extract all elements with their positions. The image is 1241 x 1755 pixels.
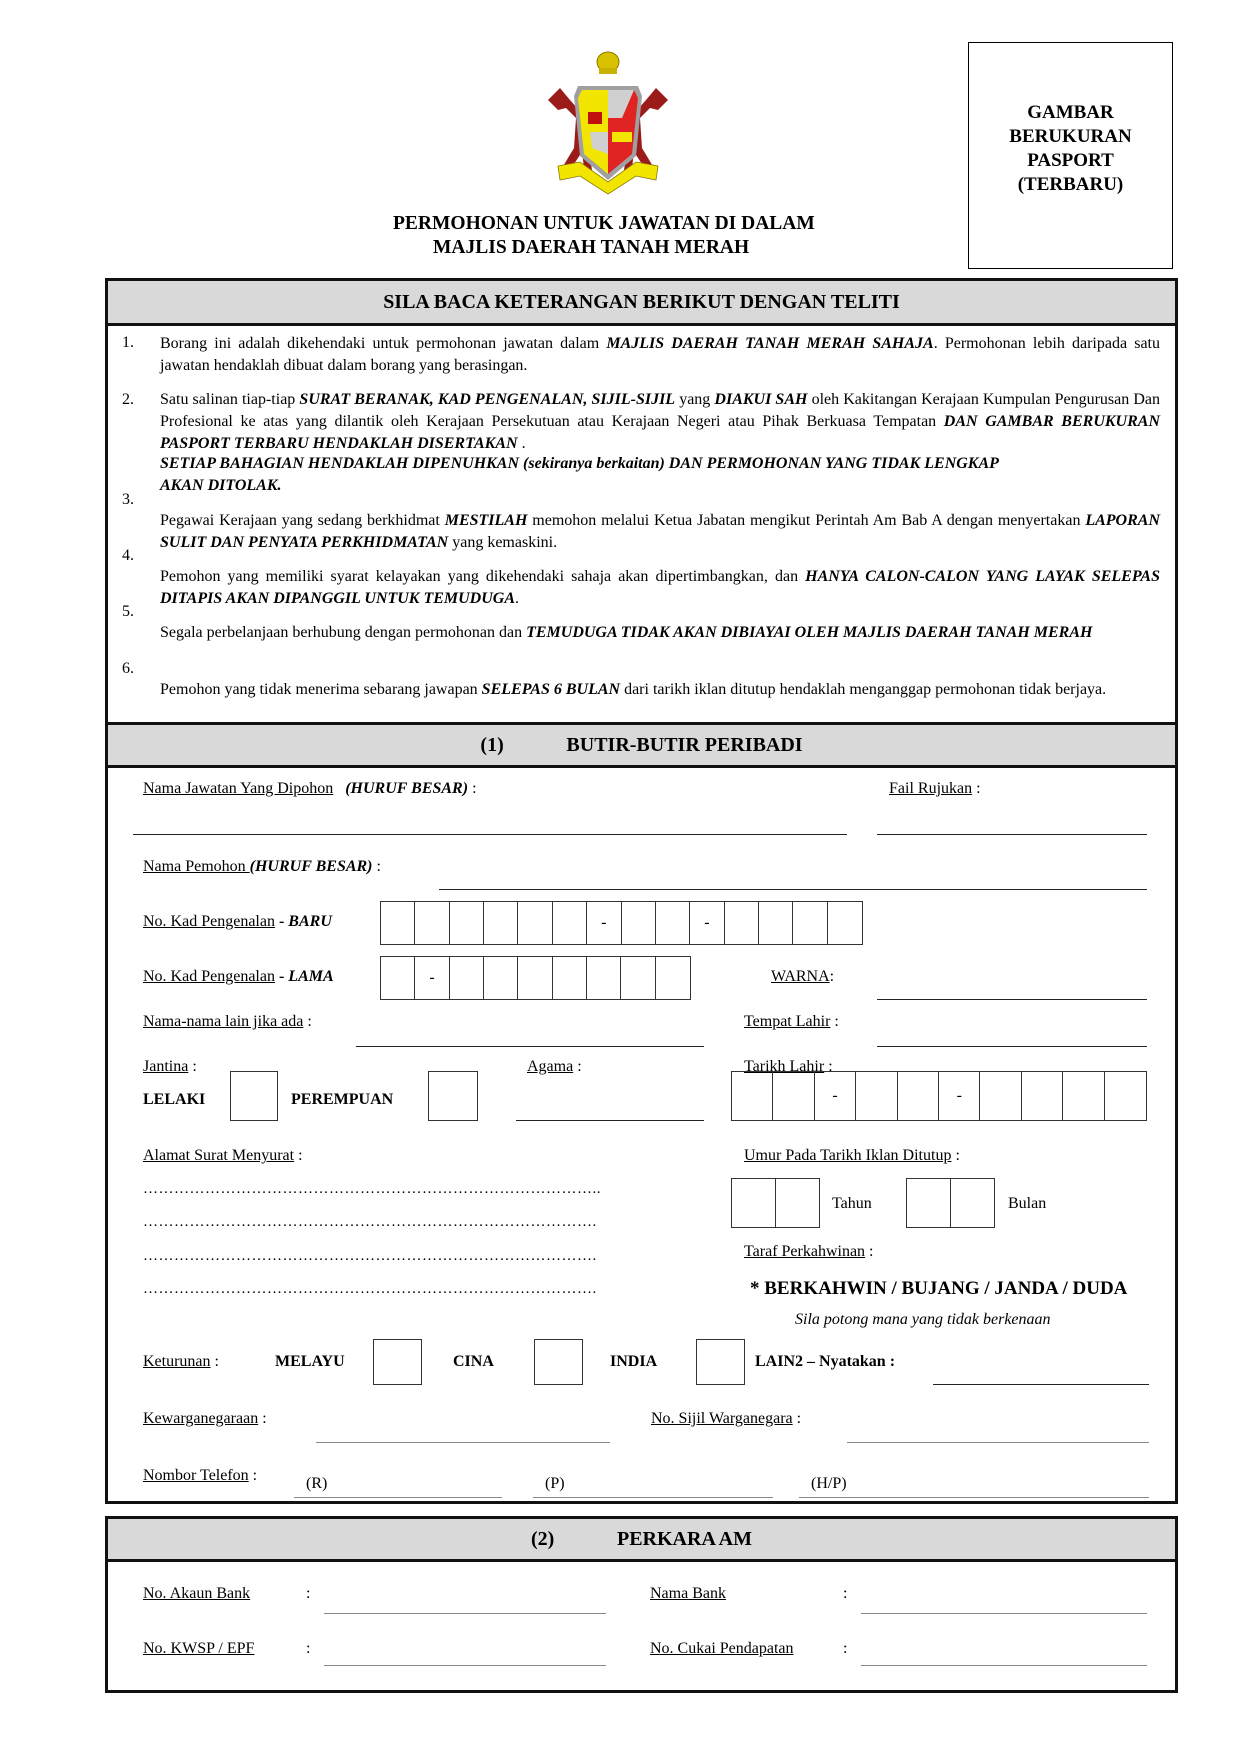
applicant-name-field[interactable] (439, 889, 1147, 890)
label-text: Alamat Surat Menyurat (143, 1147, 295, 1164)
age-years-input[interactable] (731, 1178, 820, 1228)
address-line-2[interactable]: ……………………………………………………………………………. (143, 1214, 597, 1230)
marital-status-options[interactable]: * BERKAHWIN / BUJANG / JANDA / DUDA (750, 1278, 1128, 1299)
phone-office-field[interactable] (533, 1497, 773, 1498)
item-number: 6. (122, 660, 134, 677)
text: Satu salinan tiap-tiap (160, 391, 300, 408)
label-text: Jantina (143, 1058, 189, 1075)
age-digit-box[interactable] (907, 1179, 951, 1227)
citizenship-cert-field[interactable] (847, 1442, 1149, 1443)
phone-office-prefix: (P) (545, 1475, 565, 1492)
bank-account-label: No. Akaun Bank (143, 1585, 251, 1602)
colon: : (573, 1058, 582, 1075)
gender-label (143, 1058, 197, 1076)
ic-digit-box[interactable] (656, 902, 690, 944)
ic-new-input[interactable] (380, 901, 863, 945)
council-crest-logo (540, 48, 676, 203)
form-title-line1: PERMOHONAN UNTUK JAWATAN DI DALAM (393, 213, 815, 234)
ic-digit-box[interactable] (759, 902, 793, 944)
photo-label-line: (TERBARU) (1017, 174, 1124, 195)
colon: : (306, 1640, 311, 1657)
address-line-1[interactable]: …………………………………………………………………………….. (143, 1181, 601, 1197)
emphasis: SURAT BERANAK, KAD PENGENALAN, SIJIL-SIJIL (299, 391, 676, 408)
ethnicity-indian-checkbox[interactable] (696, 1339, 745, 1385)
label-hint: (HURUF BESAR) (345, 780, 469, 797)
ic-digit-box[interactable] (656, 957, 690, 999)
emphasis: DAN GAMBAR BERUKURAN PASPORT TERBARU HENDAKLAH DISERTAKAN (160, 413, 1160, 452)
colon: : (248, 1467, 258, 1484)
colon: : (843, 1585, 848, 1602)
label-text: Nombor Telefon (143, 1467, 249, 1484)
section-title: BUTIR-BUTIR PERIBADI (566, 733, 803, 756)
other-names-label (143, 1013, 312, 1031)
gender-male-checkbox[interactable] (230, 1071, 278, 1121)
date-digit-box[interactable] (1022, 1072, 1063, 1120)
date-digit-box[interactable] (1105, 1072, 1146, 1120)
birthplace-field[interactable] (877, 1046, 1147, 1047)
section1-heading (108, 725, 1175, 768)
citizenship-field[interactable] (316, 1442, 610, 1443)
text: yang kemaskini. (448, 534, 558, 551)
phone-home-field[interactable] (294, 1497, 502, 1498)
phone-mobile-prefix: (H/P) (811, 1475, 847, 1492)
date-digit-box[interactable] (980, 1072, 1021, 1120)
text: oleh Kakitangan Kerajaan Kumpulan Pengurusan Dan Profesional ke atas yang dilantik oleh Kerajaan Persekutuan atau Kerajaan Negeri atau Pihak Berkuasa Tempatan (160, 391, 1161, 430)
date-dash-box: - (939, 1072, 980, 1120)
ethnicity-chinese-label: CINA (453, 1353, 494, 1370)
section-number: (1) (480, 733, 504, 756)
age-digit-box[interactable] (776, 1179, 820, 1227)
age-years-label: Tahun (832, 1195, 872, 1212)
passport-photo-box[interactable] (968, 42, 1173, 269)
label-text: Nama Pemohon (143, 858, 250, 875)
emphasis: TEMUDUGA TIDAK AKAN DIBIAYAI OLEH MAJLIS DAERAH TANAH MERAH (526, 624, 1093, 641)
emphasis: MAJLIS DAERAH TANAH MERAH SAHAJA (606, 335, 934, 352)
religion-field[interactable] (516, 1120, 704, 1121)
applicant-name-label (143, 858, 381, 876)
ic-color-label (771, 968, 834, 986)
marital-status-label (744, 1243, 874, 1261)
label-type: LAMA (288, 968, 334, 985)
instructions-heading: SILA BACA KETERANGAN BERIKUT DENGAN TELITI (108, 281, 1175, 326)
phone-label (143, 1467, 257, 1485)
section-number: (2) (531, 1527, 555, 1550)
label-text: Kewarganegaraan (143, 1410, 259, 1427)
gender-male-label: LELAKI (143, 1091, 206, 1108)
separator: - (274, 968, 289, 985)
instruction-item-2 (160, 389, 1160, 455)
ethnicity-chinese-checkbox[interactable] (534, 1339, 583, 1385)
label-text: Taraf Perkahwinan (744, 1243, 866, 1260)
date-digit-box[interactable] (1063, 1072, 1104, 1120)
text: Segala perbelanjaan berhubung dengan permohonan dan (160, 624, 527, 641)
ic-digit-box[interactable] (793, 902, 827, 944)
tax-number-field[interactable] (861, 1665, 1147, 1666)
phone-mobile-field[interactable] (799, 1497, 1149, 1498)
ic-color-field[interactable] (877, 999, 1147, 1000)
emphasis: DIAKUI SAH (714, 391, 808, 408)
form-title-line2: MAJLIS DAERAH TANAH MERAH (433, 237, 750, 258)
label-text: Fail Rujukan (889, 780, 973, 797)
colon: : (824, 1058, 833, 1075)
item-number: 5. (122, 603, 134, 620)
ic-new-label (143, 913, 332, 931)
photo-label-line: BERUKURAN (1009, 126, 1132, 147)
colon: : (951, 1147, 960, 1164)
colon: : (829, 968, 835, 985)
ic-digit-box[interactable] (587, 957, 621, 999)
instruction-item-4 (160, 566, 1160, 610)
label-text: WARNA (771, 968, 830, 985)
photo-label-line: PASPORT (1027, 150, 1114, 171)
label-text: No. Kad Pengenalan (143, 913, 275, 930)
ic-digit-box[interactable] (553, 957, 587, 999)
instructions-section (105, 278, 1178, 725)
religion-label (527, 1058, 582, 1076)
ic-digit-box[interactable] (450, 902, 484, 944)
epf-number-label: No. KWSP / EPF (143, 1640, 255, 1657)
date-digit-box[interactable] (773, 1072, 814, 1120)
ic-digit-box[interactable] (828, 902, 862, 944)
birthplace-label (744, 1013, 839, 1031)
colon: : (294, 1147, 303, 1164)
ic-dash-box: - (690, 902, 724, 944)
instruction-item-3 (160, 510, 1160, 554)
label-text: Tempat Lahir (744, 1013, 831, 1030)
ic-digit-box[interactable] (381, 957, 415, 999)
ethnicity-indian-label: INDIA (610, 1353, 658, 1370)
item-number: 2. (122, 391, 134, 408)
ic-dash-box: - (415, 957, 449, 999)
label-text: Keturunan (143, 1353, 211, 1370)
label-type: BARU (288, 913, 332, 930)
ic-digit-box[interactable] (725, 902, 759, 944)
age-label (744, 1147, 960, 1165)
label-text: No. Kad Pengenalan (143, 968, 275, 985)
separator: - (274, 913, 289, 930)
section-general (105, 1516, 1178, 1693)
ethnicity-other-field[interactable] (933, 1384, 1149, 1385)
label-text: Nama-nama lain jika ada (143, 1013, 304, 1030)
ic-digit-box[interactable] (518, 957, 552, 999)
ethnicity-other-label: LAIN2 – Nyatakan : (755, 1353, 896, 1370)
photo-label-line: GAMBAR (1027, 102, 1114, 123)
ic-digit-box[interactable] (553, 902, 587, 944)
text: . (517, 435, 526, 452)
colon: : (468, 780, 477, 797)
date-digit-box[interactable] (732, 1072, 773, 1120)
ic-digit-box[interactable] (381, 902, 415, 944)
ic-old-label (143, 968, 334, 986)
ic-digit-box[interactable] (518, 902, 552, 944)
photo-box-label (1009, 101, 1131, 197)
ic-digit-box[interactable] (450, 957, 484, 999)
gender-female-checkbox[interactable] (428, 1071, 478, 1121)
bank-name-label: Nama Bank (650, 1585, 726, 1602)
epf-number-field[interactable] (324, 1665, 606, 1666)
position-applied-label (143, 780, 477, 798)
label-hint: (HURUF BESAR) (249, 858, 373, 875)
instruction-warning: SETIAP BAHAGIAN HENDAKLAH DIPENUHKAN (sekiranya berkaitan) DAN PERMOHONAN YANG TIDAK LENGKAP AKAN DITOLAK. (160, 455, 999, 494)
ic-digit-box[interactable] (484, 957, 518, 999)
age-digit-box[interactable] (732, 1179, 776, 1227)
item-number: 1. (122, 334, 134, 351)
date-digit-box[interactable] (856, 1072, 897, 1120)
bank-account-field[interactable] (324, 1613, 606, 1614)
bank-name-field[interactable] (861, 1613, 1147, 1614)
text: Pemohon yang memiliki syarat kelayakan yang dikehendaki sahaja akan dipertimbangkan, dan (160, 568, 806, 585)
label-text: Umur Pada Tarikh Iklan Ditutup (744, 1147, 952, 1164)
ic-dash-box: - (587, 902, 621, 944)
section2-heading (108, 1519, 1175, 1562)
age-months-input[interactable] (906, 1178, 995, 1228)
birthdate-input[interactable] (731, 1071, 1147, 1121)
other-names-field[interactable] (356, 1046, 704, 1047)
label-text: No. Sijil Warganegara (651, 1410, 793, 1427)
ethnicity-malay-checkbox[interactable] (373, 1339, 422, 1385)
file-reference-label (889, 780, 981, 798)
date-dash-box: - (815, 1072, 856, 1120)
emphasis: MESTILAH (444, 512, 528, 529)
colon: : (792, 1410, 802, 1427)
text: dari tarikh iklan ditutup hendaklah menganggap permohonan tidak berjaya. (620, 681, 1107, 698)
colon: : (865, 1243, 874, 1260)
ic-digit-box[interactable] (622, 902, 656, 944)
colon: : (830, 1013, 839, 1030)
colon: : (258, 1410, 267, 1427)
address-line-4[interactable]: ……………………………………………………………………………. (143, 1281, 597, 1297)
text: Pemohon yang tidak menerima sebarang jawapan (160, 681, 482, 698)
ethnicity-label (143, 1353, 219, 1371)
ic-digit-box[interactable] (415, 902, 449, 944)
citizenship-cert-label (651, 1410, 801, 1428)
position-applied-field[interactable] (133, 834, 847, 835)
instruction-item-1 (160, 333, 1160, 377)
colon: : (303, 1013, 312, 1030)
marital-status-note: Sila potong mana yang tidak berkenaan (795, 1311, 1051, 1328)
item-number: 3. (122, 491, 134, 508)
colon: : (372, 858, 381, 875)
phone-home-prefix: (R) (306, 1475, 328, 1492)
file-reference-field[interactable] (877, 834, 1147, 835)
date-digit-box[interactable] (898, 1072, 939, 1120)
emphasis: SELEPAS 6 BULAN (481, 681, 621, 698)
text: . (515, 590, 519, 607)
text: Borang ini adalah dikehendaki untuk permohonan jawatan dalam (160, 335, 607, 352)
colon: : (210, 1353, 219, 1370)
text: memohon melalui Ketua Jabatan mengikut Perintah Am Bab A dengan menyertakan (527, 512, 1086, 529)
item-number: 4. (122, 547, 134, 564)
ethnicity-malay-label: MELAYU (275, 1353, 345, 1370)
colon: : (843, 1640, 848, 1657)
citizenship-label (143, 1410, 267, 1428)
text: Pegawai Kerajaan yang sedang berkhidmat (160, 512, 445, 529)
ic-digit-box[interactable] (621, 957, 655, 999)
instruction-item-6 (160, 679, 1160, 701)
colon: : (972, 780, 981, 797)
age-digit-box[interactable] (951, 1179, 995, 1227)
colon: : (306, 1585, 311, 1602)
label-text: Agama (527, 1058, 574, 1075)
emphasis: LAPORAN SULIT DAN PENYATA PERKHIDMATAN (160, 512, 1160, 551)
label-text: Tarikh Lahir (744, 1058, 825, 1075)
ic-old-input[interactable] (380, 956, 691, 1000)
text: . Permohonan lebih daripada satu jawatan hendaklah dibuat dalam borang yang berasingan. (160, 335, 1160, 374)
address-line-3[interactable]: ……………………………………………………………………………. (143, 1248, 597, 1264)
text: yang (675, 391, 715, 408)
mailing-address-label (143, 1147, 303, 1165)
tax-number-label: No. Cukai Pendapatan (650, 1640, 794, 1657)
ic-digit-box[interactable] (484, 902, 518, 944)
colon: : (188, 1058, 197, 1075)
emphasis: HANYA CALON-CALON YANG LAYAK SELEPAS DITAPIS AKAN DIPANGGIL UNTUK TEMUDUGA (160, 568, 1160, 607)
instruction-item-5 (160, 622, 1140, 644)
gender-female-label: PEREMPUAN (291, 1091, 394, 1108)
label-text: Nama Jawatan Yang Dipohon (143, 780, 334, 797)
age-months-label: Bulan (1008, 1195, 1047, 1212)
section-title: PERKARA AM (617, 1527, 752, 1550)
